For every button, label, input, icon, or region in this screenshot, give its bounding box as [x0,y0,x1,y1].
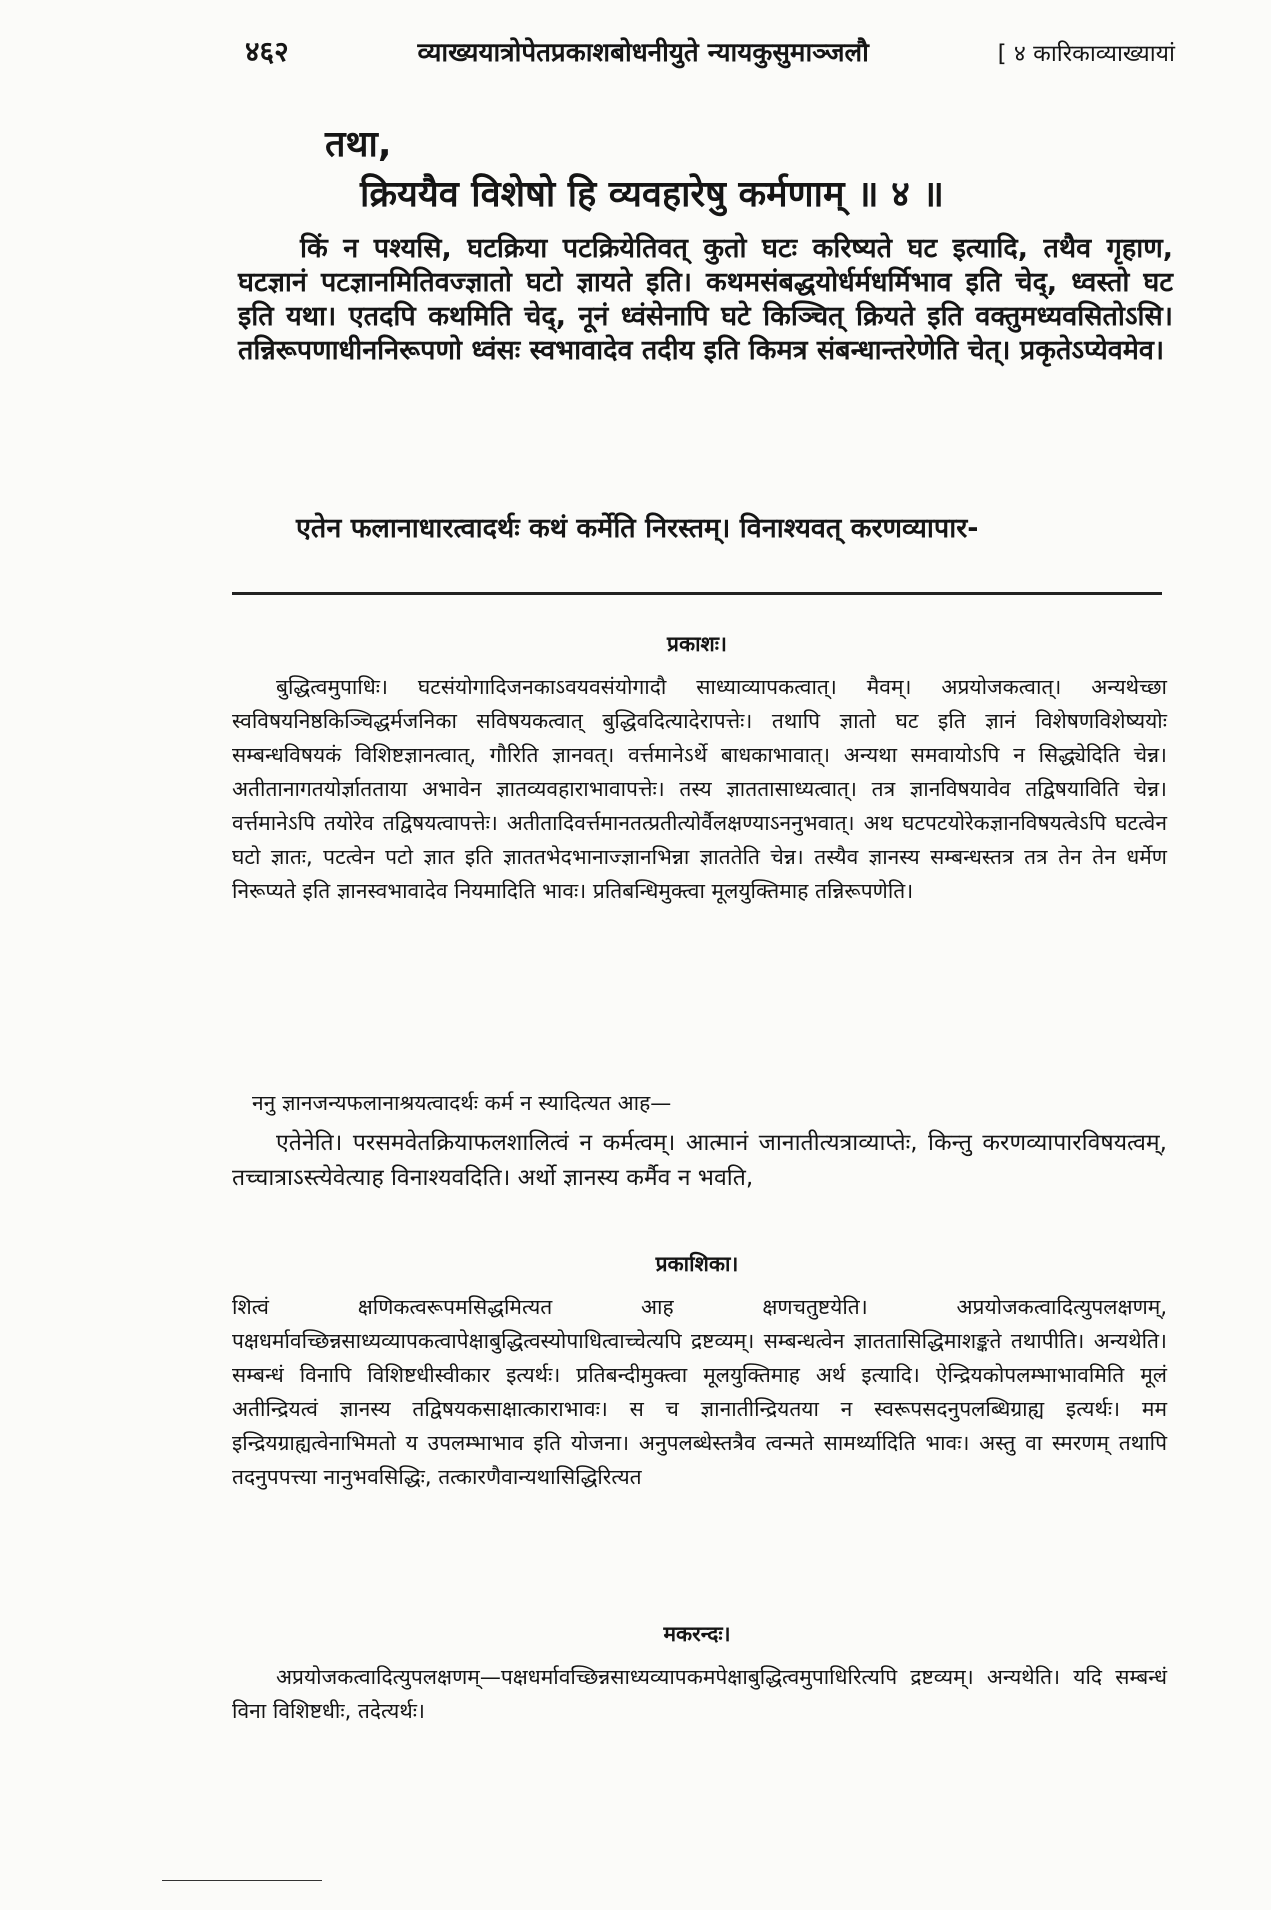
running-title: व्याख्ययात्रोपेतप्रकाशबोधनीयुते न्यायकुसुमाञ्जलौ [417,38,869,68]
mula-continuation: एतेन फलानाधारत्वादर्थः कथं कर्मेति निरस्तम्। विनाश्यवत् करणव्यापार- [296,513,979,544]
section-divider [232,592,1162,595]
makaranda-text: अप्रयोजकत्वादित्युपलक्षणम्—पक्षधर्मावच्छिन्नसाध्यव्यापकमपेक्षाबुद्धित्वमुपाधिरित्यपि द्रष्टव्यम्। अन्यथेति। यदि सम्बन्धं विना विशिष्टधीः, तदेत्यर्थः। [232,1665,1167,1723]
prakashika-heading: प्रकाशिका। [655,1252,739,1276]
makaranda-heading: मकरन्दः। [663,1622,731,1646]
mula-paragraph: किं न पश्यसि, घटक्रिया पटक्रियेतिवत् कुतो घटः करिष्यते घट इत्यादि, तथैव गृहाण, घटज्ञानं पटज्ञानमितिवज्ज्ञातो घटो ज्ञायते इति। कथमसंबद्धयोर्धर्मधर्मिभाव इति चेद्, ध्वस्तो घट इति यथा। एतदपि कथमिति चेद्, नूनं ध्वंसेनापि घटे किञ्चित् क्रियते इति वक्तुमध्यवसितोऽसि। तन्निरूपणाधीननिरूपणो ध्वंसः स्वभावादेव तदीय इति किमत्र संबन्धान्तरेणेति चेत्। प्रकृतेऽप्येवमेव। [238,233,1173,366]
etena-paragraph: एतेनेति। परसमवेतक्रियाफलशालित्वं न कर्मत्वम्। आत्मानं जानातीत्यत्राव्याप्तेः, किन्तु करणव्यापारविषयत्वम्, तच्चात्राऽस्त्येवेत्याह विनाश्यवदिति। अर्थो ज्ञानस्य कर्मैव न भवति, [232,1130,1167,1191]
prakasha-text: बुद्धित्वमुपाधिः। घटसंयोगादिजनकाऽवयवसंयोगादौ साध्याव्यापकत्वात्। मैवम्। अप्रयोजकत्वात्। अन्यथेच्छा स्वविषयनिष्ठकिञ्चिद्धर्मजनिका सविषयकत्वात् बुद्धिवदित्यादेरापत्तेः। तथापि ज्ञातो घट इति ज्ञानं विशेषणविशेष्ययोः सम्बन्धविषयकं विशिष्टज्ञानत्वात्, गौरिति ज्ञानवत्। वर्त्तमानेऽर्थे बाधकाभावात्। अन्यथा समवायोऽपि न सिद्ध्येदिति चेन्न। अतीतानागतयोर्ज्ञातताया अभावेन ज्ञातव्यवहाराभावापत्तेः। तस्य ज्ञाततासाध्यत्वात्। तत्र ज्ञानविषयावेव तद्विषयाविति चेन्न। वर्त्तमानेऽपि तयोरेव तद्विषयत्वापत्तेः। अतीतादिवर्त्तमानतत्प्रतीत्योर्वैलक्षण्याऽननुभवात्। अथ घटपटयोरेकज्ञानविषयत्वेऽपि घटत्वेन घटो ज्ञातः, पटत्वेन पटो ज्ञात इति ज्ञाततभेदभानाज्ज्ञानभिन्ना ज्ञाततेति चेन्न। तस्यैव ज्ञानस्य सम्बन्धस्तत्र तत्र तेन तेन धर्मेण निरूप्यते इति ज्ञानस्वभावादेव नियमादिति भावः। प्रतिबन्धिमुक्त्वा मूलयुक्तिमाह तन्निरूपणेति। [232,675,1167,903]
intro-line: ननु ज्ञानजन्यफलानाश्रयत्वादर्थः कर्म न स्यादित्यत आह— [252,1091,672,1115]
page-number: ४६२ [245,35,289,68]
prakasha-heading: प्रकाशः। [667,632,727,656]
running-header [245,32,1175,82]
footer-rule [162,1880,322,1881]
tatha-word: तथा, [325,124,392,165]
section-label: [ ४ कारिकाव्याख्यायां [997,41,1175,67]
prakashika-text: शित्वं क्षणिकत्वरूपमसिद्धमित्यत आह क्षणचतुष्टयेति। अप्रयोजकत्वादित्युपलक्षणम्, पक्षधर्मावच्छिन्नसाध्यव्यापकत्वापेक्षाबुद्धित्वस्योपाधित्वाच्चेत्यपि द्रष्टव्यम्। सम्बन्धत्वेन ज्ञाततासिद्धिमाशङ्कते तथापीति। अन्यथेति। सम्बन्धं विनापि विशिष्टधीस्वीकार इत्यर्थः। प्रतिबन्दीमुक्त्वा मूलयुक्तिमाह अर्थ इत्यादि। ऐन्द्रियकोपलम्भाभावमिति मूलं अतीन्द्रियत्वं ज्ञानस्य तद्विषयकसाक्षात्काराभावः। स च ज्ञानातीन्द्रियतया न स्वरूपसदनुपलब्धिग्राह्य इत्यर्थः। मम इन्द्रियग्राह्यत्वेनाभिमतो य उपलम्भाभाव इति योजना। अनुपलब्धेस्तत्रैव त्वन्मते सामर्थ्यादिति भावः। अस्तु वा स्मरणम् तथापि तदनुपपत्त्या नानुभवसिद्धिः, तत्कारणैवान्यथासिद्धिरित्यत [232,1295,1167,1489]
karika-verse: क्रिययैव विशेषो हि व्यवहारेषु कर्मणाम् ॥ ४ ॥ [360,174,944,215]
